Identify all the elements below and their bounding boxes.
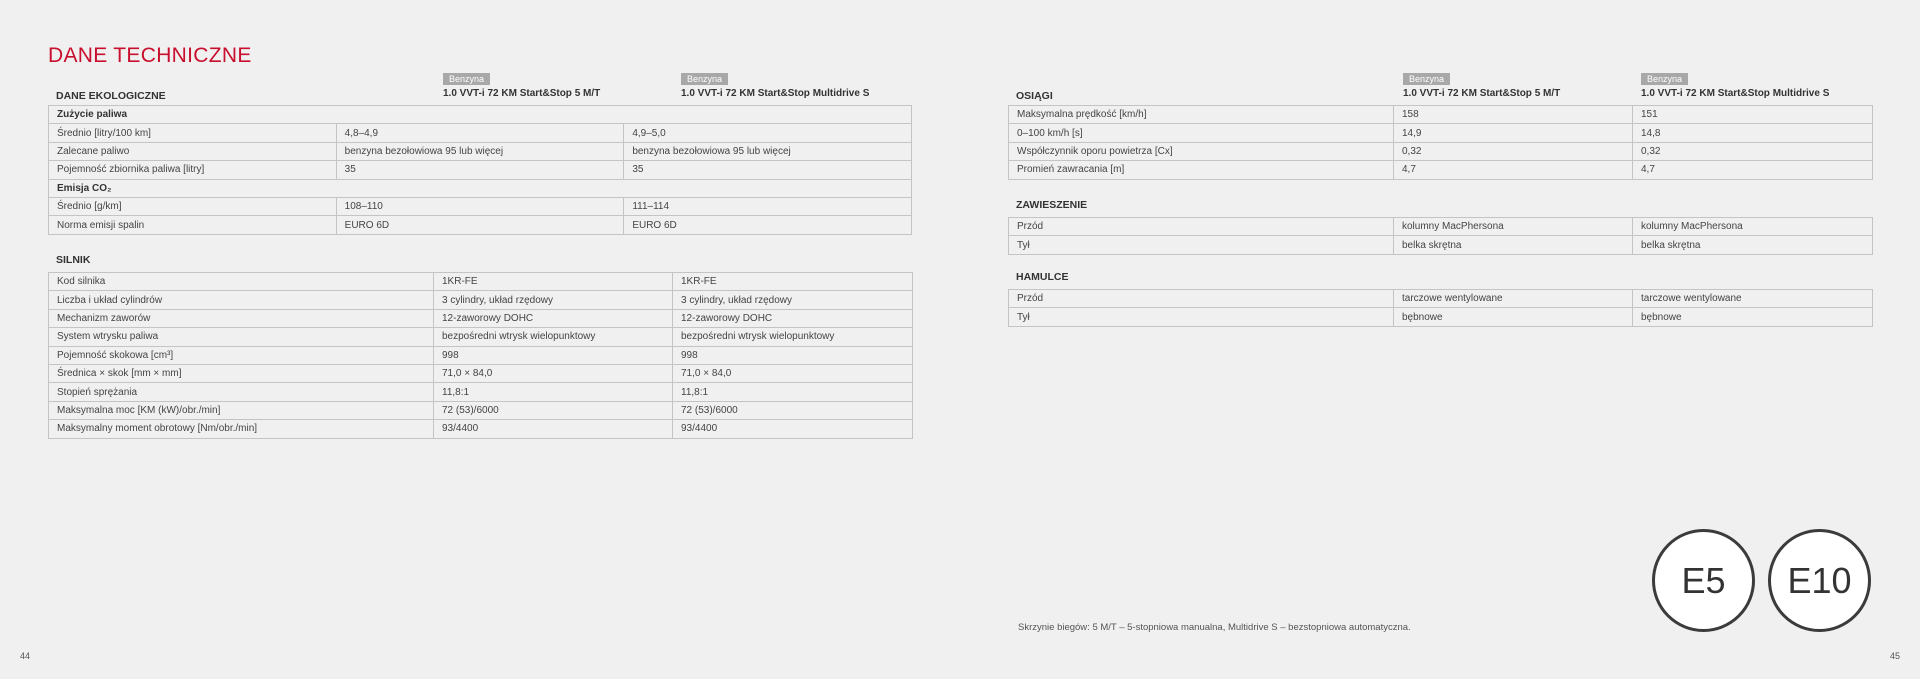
row-label: Średnio [litry/100 km] xyxy=(49,124,337,142)
row-label: Pojemność zbiornika paliwa [litry] xyxy=(49,161,337,179)
row-label: Norma emisji spalin xyxy=(49,216,337,234)
table-row xyxy=(49,420,913,438)
column-label: 1.0 VVT-i 72 KM Start&Stop 5 M/T xyxy=(1403,88,1561,99)
gearbox-footnote: Skrzynie biegów: 5 M/T – 5-stopniowa manualna, Multidrive S – bezstopniowa automatyczna. xyxy=(1018,622,1411,633)
cell: 111–114 xyxy=(624,197,912,215)
table-row xyxy=(49,401,913,419)
cell: bezpośredni wtrysk wielopunktowy xyxy=(673,328,913,346)
cell: 14,8 xyxy=(1633,124,1873,142)
section-title: OSIĄGI xyxy=(1016,90,1053,102)
table-row xyxy=(1009,308,1873,326)
table-row xyxy=(1009,106,1873,124)
table-row xyxy=(49,346,913,364)
table-row xyxy=(49,328,913,346)
cell: 151 xyxy=(1633,106,1873,124)
section-title: SILNIK xyxy=(56,254,91,266)
row-label: Współczynnik oporu powietrza [Cx] xyxy=(1009,142,1394,160)
table-row xyxy=(49,216,912,234)
table-row xyxy=(49,197,912,215)
cell: 71,0 × 84,0 xyxy=(434,364,673,382)
cell: 108–110 xyxy=(336,197,624,215)
row-label: Maksymalny moment obrotowy [Nm/obr./min] xyxy=(49,420,434,438)
engine-table xyxy=(48,272,913,439)
row-label: Mechanizm zaworów xyxy=(49,309,434,327)
table-row xyxy=(49,364,913,382)
cell: kolumny MacPhersona xyxy=(1633,218,1873,236)
column-label: 1.0 VVT-i 72 KM Start&Stop Multidrive S xyxy=(681,88,870,99)
row-label: Maksymalna prędkość [km/h] xyxy=(1009,106,1394,124)
cell: 1KR-FE xyxy=(673,273,913,291)
cell: EURO 6D xyxy=(336,216,624,234)
cell: benzyna bezołowiowa 95 lub więcej xyxy=(624,142,912,160)
cell: benzyna bezołowiowa 95 lub więcej xyxy=(336,142,624,160)
cell: 998 xyxy=(434,346,673,364)
table-row xyxy=(49,383,913,401)
fuel-badge: Benzyna xyxy=(681,73,728,85)
table-row xyxy=(49,309,913,327)
cell: 72 (53)/6000 xyxy=(434,401,673,419)
row-label: System wtrysku paliwa xyxy=(49,328,434,346)
table-row xyxy=(49,106,912,124)
cell: bębnowe xyxy=(1633,308,1873,326)
column-label: 1.0 VVT-i 72 KM Start&Stop Multidrive S xyxy=(1641,88,1830,99)
e10-fuel-badge: E10 xyxy=(1768,529,1871,632)
cell: 1KR-FE xyxy=(434,273,673,291)
cell: 14,9 xyxy=(1394,124,1633,142)
table-row xyxy=(49,179,912,197)
engine-section xyxy=(48,251,912,439)
row-label: Promień zawracania [m] xyxy=(1009,161,1394,179)
brakes-section xyxy=(1008,268,1872,327)
cell: 4,9–5,0 xyxy=(624,124,912,142)
brakes-table xyxy=(1008,289,1873,327)
row-label: Przód xyxy=(1009,218,1394,236)
cell: tarczowe wentylowane xyxy=(1394,290,1633,308)
table-row xyxy=(49,291,913,309)
table-row xyxy=(1009,142,1873,160)
cell: 4,7 xyxy=(1633,161,1873,179)
page-number-right: 45 xyxy=(1890,651,1901,661)
fuel-badge: Benzyna xyxy=(443,73,490,85)
cell: 71,0 × 84,0 xyxy=(673,364,913,382)
row-label: Kod silnika xyxy=(49,273,434,291)
cell: belka skrętna xyxy=(1633,236,1873,254)
cell: 35 xyxy=(624,161,912,179)
column-label: 1.0 VVT-i 72 KM Start&Stop 5 M/T xyxy=(443,88,601,99)
table-row xyxy=(1009,236,1873,254)
cell: 93/4400 xyxy=(673,420,913,438)
suspension-section xyxy=(1008,196,1872,255)
table-row xyxy=(1009,124,1873,142)
cell: 35 xyxy=(336,161,624,179)
cell: 3 cylindry, układ rzędowy xyxy=(434,291,673,309)
cell: 0,32 xyxy=(1394,142,1633,160)
section-title: ZAWIESZENIE xyxy=(1016,199,1088,211)
row-label: Liczba i układ cylindrów xyxy=(49,291,434,309)
row-label: Stopień sprężania xyxy=(49,383,434,401)
subheading: Zużycie paliwa xyxy=(49,106,912,124)
table-row xyxy=(49,124,912,142)
cell: 93/4400 xyxy=(434,420,673,438)
cell: 11,8:1 xyxy=(673,383,913,401)
performance-section xyxy=(1008,87,1872,180)
row-label: Przód xyxy=(1009,290,1394,308)
section-title: DANE EKOLOGICZNE xyxy=(56,90,166,102)
page-title: DANE TECHNICZNE xyxy=(48,44,252,67)
cell: 3 cylindry, układ rzędowy xyxy=(673,291,913,309)
cell: 158 xyxy=(1394,106,1633,124)
row-label: Maksymalna moc [KM (kW)/obr./min] xyxy=(49,401,434,419)
subheading: Emisja CO₂ xyxy=(49,179,912,197)
cell: 998 xyxy=(673,346,913,364)
row-label: 0–100 km/h [s] xyxy=(1009,124,1394,142)
table-row xyxy=(49,273,913,291)
table-row xyxy=(49,161,912,179)
cell: bębnowe xyxy=(1394,308,1633,326)
performance-table xyxy=(1008,105,1873,180)
fuel-badge: Benzyna xyxy=(1403,73,1450,85)
table-row xyxy=(1009,218,1873,236)
cell: tarczowe wentylowane xyxy=(1633,290,1873,308)
cell: 11,8:1 xyxy=(434,383,673,401)
suspension-table xyxy=(1008,217,1873,255)
table-row xyxy=(1009,161,1873,179)
row-label: Tył xyxy=(1009,236,1394,254)
row-label: Tył xyxy=(1009,308,1394,326)
cell: belka skrętna xyxy=(1394,236,1633,254)
row-label: Zalecane paliwo xyxy=(49,142,337,160)
e5-fuel-badge: E5 xyxy=(1652,529,1755,632)
cell: 4,7 xyxy=(1394,161,1633,179)
row-label: Średnica × skok [mm × mm] xyxy=(49,364,434,382)
cell: kolumny MacPhersona xyxy=(1394,218,1633,236)
cell: 12-zaworowy DOHC xyxy=(673,309,913,327)
cell: EURO 6D xyxy=(624,216,912,234)
cell: 12-zaworowy DOHC xyxy=(434,309,673,327)
cell: 4,8–4,9 xyxy=(336,124,624,142)
page-number-left: 44 xyxy=(20,651,31,661)
section-title: HAMULCE xyxy=(1016,271,1069,283)
cell: bezpośredni wtrysk wielopunktowy xyxy=(434,328,673,346)
table-row xyxy=(1009,290,1873,308)
row-label: Pojemność skokowa [cm³] xyxy=(49,346,434,364)
cell: 72 (53)/6000 xyxy=(673,401,913,419)
eco-section xyxy=(48,87,912,235)
row-label: Średnio [g/km] xyxy=(49,197,337,215)
fuel-badge: Benzyna xyxy=(1641,73,1688,85)
cell: 0,32 xyxy=(1633,142,1873,160)
table-row xyxy=(49,142,912,160)
eco-table xyxy=(48,105,912,235)
